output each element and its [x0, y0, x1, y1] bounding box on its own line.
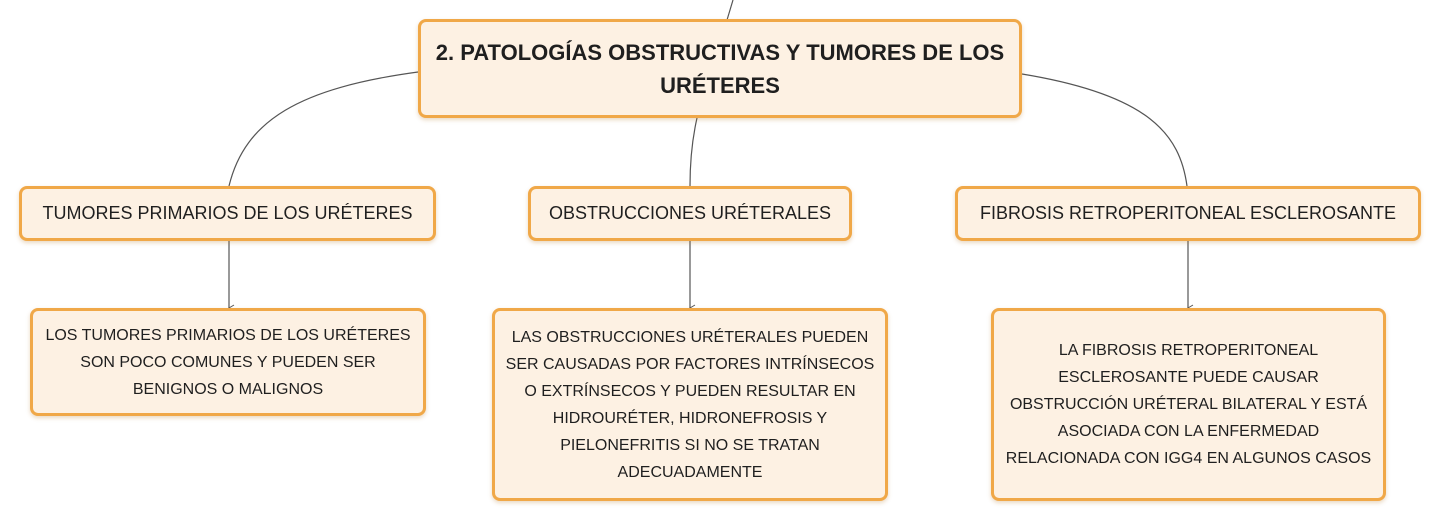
branch-topic-label: OBSTRUCCIONES URÉTERALES — [548, 203, 832, 223]
connector-root-to-branch-3 — [1022, 74, 1187, 186]
branch-topic-label: TUMORES PRIMARIOS DE LOS URÉTERES — [42, 203, 413, 223]
root-topic-title: 2. PATOLOGÍAS OBSTRUCTIVAS Y TUMORES DE LOS URÉTERES — [435, 39, 1005, 98]
detail-topic-text: LOS TUMORES PRIMARIOS DE LOS URÉTERES SON POCO COMUNES Y PUEDEN SER BENIGNOS O MALIGNOS — [45, 326, 411, 398]
detail-topic-fibrosis[interactable] — [991, 308, 1386, 501]
connector-root-to-branch-1 — [229, 72, 418, 186]
detail-topic-text: LAS OBSTRUCCIONES URÉTERALES PUEDEN SER CAUSADAS POR FACTORES INTRÍNSECOS O EXTRÍNSECOS Y PUEDEN RESULTAR EN HIDROURÉTER, HIDRONEFROSIS Y PIELONEFRITIS SI NO SE TRATAN ADECUADAMENTE — [505, 328, 875, 481]
root-topic[interactable] — [418, 19, 1022, 118]
connector-root-to-branch-2 — [690, 118, 697, 186]
detail-topic-tumores-primarios[interactable] — [30, 308, 426, 416]
branch-topic-label: FIBROSIS RETROPERITONEAL ESCLEROSANTE — [979, 203, 1397, 223]
connector-parent-to-root — [727, 0, 733, 20]
branch-topic-obstrucciones[interactable] — [528, 186, 852, 241]
branch-topic-tumores-primarios[interactable] — [19, 186, 436, 241]
detail-topic-obstrucciones[interactable] — [492, 308, 888, 501]
branch-topic-fibrosis[interactable] — [955, 186, 1421, 241]
detail-topic-text: LA FIBROSIS RETROPERITONEAL ESCLEROSANTE PUEDE CAUSAR OBSTRUCCIÓN URÉTERAL BILATERAL Y ESTÁ ASOCIADA CON LA ENFERMEDAD RELACIONADA CON IGG4 EN ALGUNOS CASOS — [1005, 342, 1372, 467]
